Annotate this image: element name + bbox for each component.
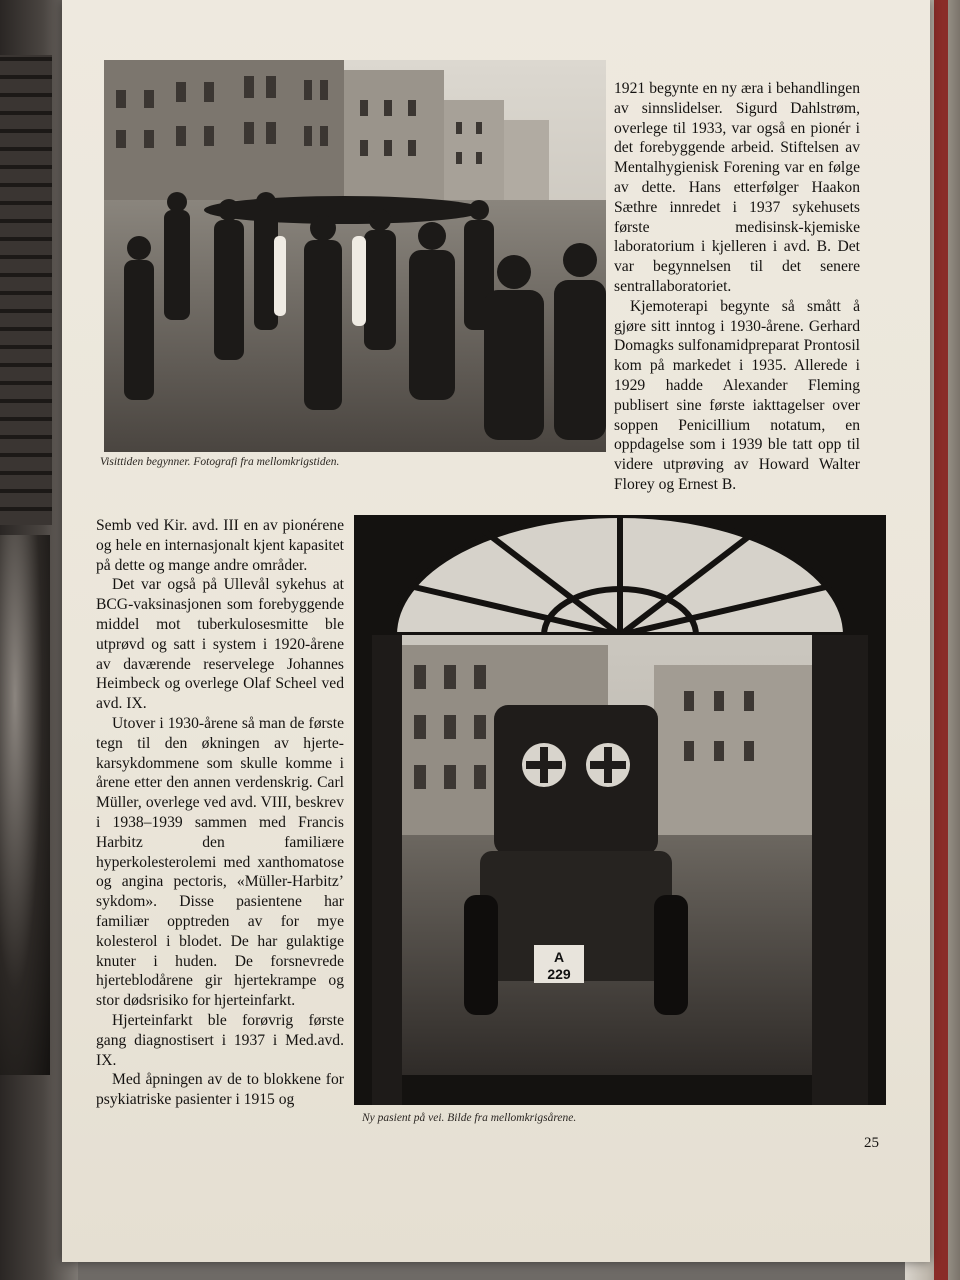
text-column-left <box>96 516 344 1110</box>
paragraph: Med åpningen av de to blokkene for psykiatriske pasienter i 1915 og <box>96 1071 344 1109</box>
photo-caption: Visittiden begynner. Fotografi fra mellomkrigstiden. <box>100 456 340 468</box>
street-crowd-illustration <box>104 60 606 452</box>
photo-caption: Ny pasient på vei. Bilde fra mellomkrigsårene. <box>362 1112 577 1124</box>
paragraph: Det var også på Ullevål sykehus at BCG-vaksinasjonen som forebyggende middel mot tuberkulosesmitte ble utprøvd og satt i system i 1920-årene av daværende reservelege Johannes Heimbeck og overlege Olaf Scheel ved avd. IX. <box>96 576 344 713</box>
paragraph: Kjemoterapi begynte så smått å gjøre sitt inntog i 1930-årene. Gerhard Domagks sulfonamidpreparat Prontosil kom på markedet i 1935. Allerede i 1929 hadde Alexander Fleming publisert sine første iakttagelser over soppen Penicillium notatum, en oppdagelse som i 1939 ble tatt opp til videre utprøving av Howard Walter Florey og Ernest B. <box>614 297 860 493</box>
paragraph: Utover i 1930-årene så man de første tegn til den økningen av hjerte-karsykdommene som skulle komme i årene etter den annen verdenskrig. Carl Müller, overlege ved avd. VIII, beskrev i 1938–1939 sammen med Francis Harbitz den familiære hyperkolesterolemi med xanthomatose og angina pectoris, «Müller-Harbitz’ sykdom». Disse pasientene har familiær opptreden av for mye kolesterol i blodet. De har gulaktige knuter i huden. De forsnevrede hjerteblodårene gir hjertekrampe og stor dødsrisiko for hjerteinfarkt. <box>96 714 344 1010</box>
ambulance-illustration <box>354 515 886 1105</box>
page-number: 25 <box>864 1135 879 1151</box>
photo-street-crowd <box>104 60 606 452</box>
book-page <box>62 0 930 1262</box>
paragraph: Semb ved Kir. avd. III en av pionérene og hele en internasjonalt kjent kapasitet på dette og mange andre områder. <box>96 517 344 574</box>
photo-ambulance <box>354 515 886 1105</box>
paragraph: Hjerteinfarkt ble forøvrig første gang diagnostisert i 1937 i Med.avd. IX. <box>96 1011 344 1069</box>
facing-page-photo-bottom <box>0 535 50 1075</box>
plate-letter: A <box>553 949 565 965</box>
text-column-right <box>614 79 860 495</box>
plate-number: 229 <box>547 966 571 982</box>
book-cover-edge <box>934 0 948 1280</box>
facing-page-photo-top <box>0 55 52 525</box>
paragraph: 1921 begynte en ny æra i behandlingen av sinnslidelser. Sigurd Dahlstrøm, overlege til 1933, var også en pionér i det forebyggende arbeid. Stiftelsen av Mentalhygienisk Forening var en følge av dette. Hans etterfølger Haakon Sæthre innredet i 1937 sykehusets første medisinsk-kjemiske laboratorium i kjelleren i avd. B. Det var begynnelsen til det senere sentrallaboratoriet. <box>614 80 860 295</box>
